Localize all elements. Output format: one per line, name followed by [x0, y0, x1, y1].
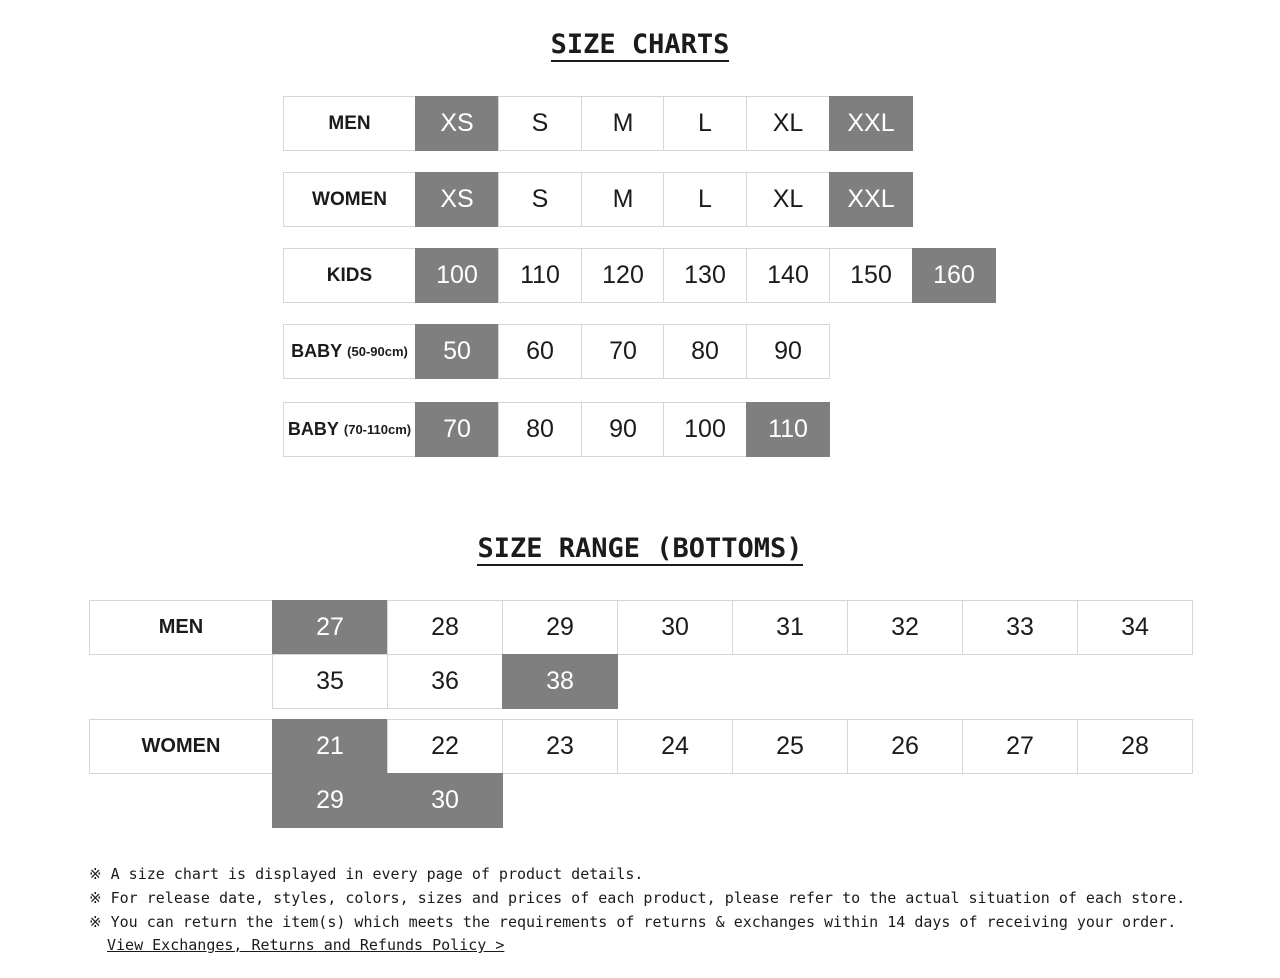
range-row-label: WOMEN: [89, 719, 273, 774]
size-cell: 130: [663, 248, 747, 303]
size-row-label-text: KIDS: [326, 264, 373, 286]
range-size-cell: 26: [847, 719, 963, 774]
range-size-cell: 27: [272, 600, 388, 655]
size-row-label: [283, 402, 416, 457]
size-cell: 50: [415, 324, 499, 379]
size-cell: L: [663, 96, 747, 151]
size-charts-title: SIZE CHARTS: [550, 29, 730, 60]
size-cell: M: [581, 96, 665, 151]
range-size-cell: 25: [732, 719, 848, 774]
size-cell: 110: [746, 402, 830, 457]
range-size-cell: 24: [617, 719, 733, 774]
size-cell: XXL: [829, 172, 913, 227]
range-size-cell: 22: [387, 719, 503, 774]
size-row-label: [283, 96, 416, 151]
size-row-label: [283, 248, 416, 303]
size-cell: 110: [498, 248, 582, 303]
range-row-label: MEN: [89, 600, 273, 655]
size-cell: 90: [746, 324, 830, 379]
size-cell: 90: [581, 402, 665, 457]
range-size-cell: 33: [962, 600, 1078, 655]
range-size-cell: 34: [1077, 600, 1193, 655]
size-cell: 120: [581, 248, 665, 303]
size-range-heading: [0, 534, 1280, 566]
size-cell: L: [663, 172, 747, 227]
size-cell: XL: [746, 96, 830, 151]
size-row-label-text: MEN: [328, 112, 371, 134]
size-row-label-range: (70-110cm): [343, 422, 412, 437]
size-row-label-text: BABY: [287, 419, 339, 439]
range-size-cell: 27: [962, 719, 1078, 774]
notes: [89, 862, 1185, 934]
size-cell: 150: [829, 248, 913, 303]
note-line: ※ A size chart is displayed in every page of product details.: [89, 865, 644, 883]
size-cell: S: [498, 96, 582, 151]
size-cell: XS: [415, 96, 499, 151]
range-size-cell: 35: [272, 654, 388, 709]
range-size-cell: 29: [272, 773, 388, 828]
size-cell: 100: [663, 402, 747, 457]
size-range-title: SIZE RANGE (BOTTOMS): [477, 533, 803, 564]
size-cell: 80: [663, 324, 747, 379]
size-row-label-text: BABY: [291, 341, 343, 361]
size-cell: S: [498, 172, 582, 227]
range-size-cell: 28: [387, 600, 503, 655]
size-cell: 70: [415, 402, 499, 457]
range-size-cell: 32: [847, 600, 963, 655]
size-cell: 60: [498, 324, 582, 379]
size-cell: 80: [498, 402, 582, 457]
size-cell: 70: [581, 324, 665, 379]
size-cell: XS: [415, 172, 499, 227]
range-size-cell: 28: [1077, 719, 1193, 774]
size-cell: 100: [415, 248, 499, 303]
range-size-cell: 31: [732, 600, 848, 655]
size-cell: M: [581, 172, 665, 227]
range-size-cell: 30: [617, 600, 733, 655]
note-line: ※ You can return the item(s) which meets the requirements of returns & exchanges within 14 days of receiving your order.: [89, 913, 1177, 931]
size-cell: XL: [746, 172, 830, 227]
range-size-cell: 21: [272, 719, 388, 774]
size-row-label-text: WOMEN: [312, 188, 387, 210]
range-size-cell: 30: [387, 773, 503, 828]
note-line: ※ For release date, styles, colors, sizes and prices of each product, please refer to the actual situation of each store.: [89, 889, 1186, 907]
size-cell: 160: [912, 248, 996, 303]
range-size-cell: 23: [502, 719, 618, 774]
size-row-label: [283, 172, 416, 227]
range-size-cell: 36: [387, 654, 503, 709]
size-cell: 140: [746, 248, 830, 303]
range-size-cell: 38: [502, 654, 618, 709]
refund-policy-link[interactable]: View Exchanges, Returns and Refunds Policy >: [107, 936, 505, 954]
range-size-cell: 29: [502, 600, 618, 655]
size-cell: XXL: [829, 96, 913, 151]
size-row-label: [283, 324, 416, 379]
size-charts-heading: [0, 30, 1280, 62]
size-row-label-range: (50-90cm): [347, 344, 408, 359]
